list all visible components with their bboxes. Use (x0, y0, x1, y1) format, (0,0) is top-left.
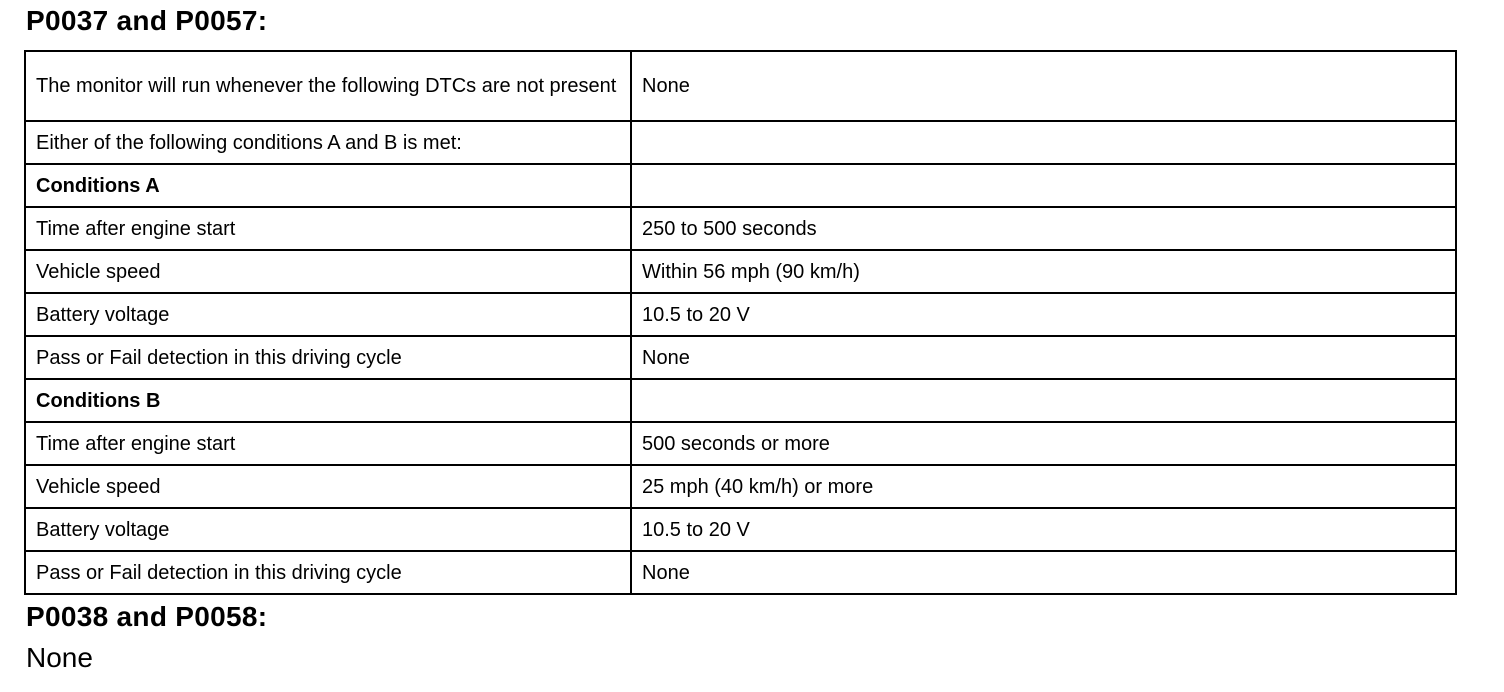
monitor-conditions-table (24, 50, 1457, 595)
condition-cell: Battery voltage (25, 508, 631, 551)
value-cell: 250 to 500 seconds (631, 207, 1456, 250)
condition-cell: Time after engine start (25, 422, 631, 465)
condition-cell: Vehicle speed (25, 465, 631, 508)
value-cell: None (631, 551, 1456, 594)
value-cell: None (631, 336, 1456, 379)
value-cell (631, 121, 1456, 164)
condition-cell: Time after engine start (25, 207, 631, 250)
condition-cell: Battery voltage (25, 293, 631, 336)
table-row (25, 465, 1456, 508)
value-cell: 10.5 to 20 V (631, 508, 1456, 551)
section-p0038-p0058-text: None (26, 642, 93, 673)
table-row (25, 121, 1456, 164)
table-row (25, 422, 1456, 465)
section-heading-p0038-p0058: P0038 and P0058: (26, 601, 268, 632)
value-cell (631, 164, 1456, 207)
condition-cell: Either of the following conditions A and B is met: (25, 121, 631, 164)
value-cell: 25 mph (40 km/h) or more (631, 465, 1456, 508)
table-row (25, 293, 1456, 336)
table-row (25, 164, 1456, 207)
condition-cell: Vehicle speed (25, 250, 631, 293)
condition-cell: Pass or Fail detection in this driving cycle (25, 336, 631, 379)
value-cell: 500 seconds or more (631, 422, 1456, 465)
condition-cell: The monitor will run whenever the following DTCs are not present (25, 51, 631, 121)
conditions-a-label: Conditions A (25, 164, 631, 207)
value-cell (631, 379, 1456, 422)
condition-cell: Pass or Fail detection in this driving cycle (25, 551, 631, 594)
table-row (25, 250, 1456, 293)
value-cell: 10.5 to 20 V (631, 293, 1456, 336)
conditions-b-label: Conditions B (25, 379, 631, 422)
table-row (25, 379, 1456, 422)
table-row (25, 551, 1456, 594)
value-cell: Within 56 mph (90 km/h) (631, 250, 1456, 293)
table-row (25, 508, 1456, 551)
table-row (25, 336, 1456, 379)
value-cell: None (631, 51, 1456, 121)
section-heading-p0037-p0057: P0037 and P0057: (26, 5, 268, 36)
table-row (25, 207, 1456, 250)
table-row (25, 51, 1456, 121)
